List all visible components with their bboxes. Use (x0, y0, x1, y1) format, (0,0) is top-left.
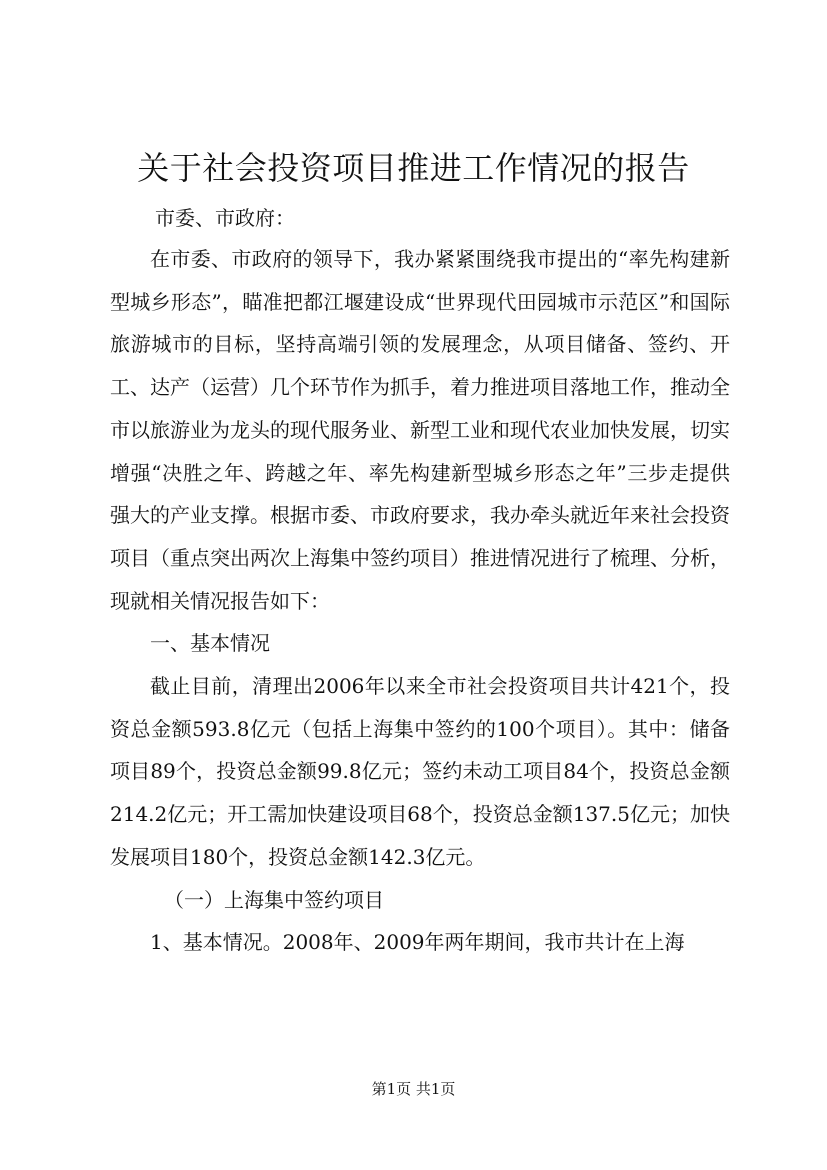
paragraph-shanghai-basic: 1、基本情况。2008年、2009年两年期间，我市共计在上海 (150, 930, 685, 955)
subsection-heading-shanghai: （一）上海集中签约项目 (164, 887, 384, 912)
salutation: 市委、市政府： (155, 206, 295, 230)
section-heading-basic: 一、基本情况 (150, 631, 270, 656)
page-footer: 第1页 共1页 (371, 1080, 456, 1098)
document-body (110, 238, 730, 964)
paragraph-intro: 在市委、市政府的领导下，我办紧紧围绕我市提出的“率先构建新型城乡形态”，瞄准把都江堰建设成“世界现代田园城市示范区”和国际旅游城市的目标，坚持高端引领的发展理念，从项目储备、签约、开工、达产（运营）几个环节作为抓手，着力推进项目落地工作，推动全市以旅游业为龙头的现代服务业、新型工业和现代农业加快发展，切实增强“决胜之年、跨越之年、率先构建新型城乡形态之年”三步走提供强大的产业支撑。根据市委、市政府要求，我办牵头就近年来社会投资项目（重点突出两次上海集中签约项目）推进情况进行了梳理、分析，现就相关情况报告如下： (110, 247, 730, 613)
paragraph-summary: 截止目前，清理出2006年以来全市社会投资项目共计421个，投资总金额593.8亿元（包括上海集中签约的100个项目）。其中：储备项目89个，投资总金额99.8亿元；签约未动工项目84个，投资总金额214.2亿元；开工需加快建设项目68个，投资总金额137.5亿元；加快发展项目180个，投资总金额142.3亿元。 (110, 674, 730, 869)
document-title: 关于社会投资项目推进工作情况的报告 (137, 149, 690, 187)
